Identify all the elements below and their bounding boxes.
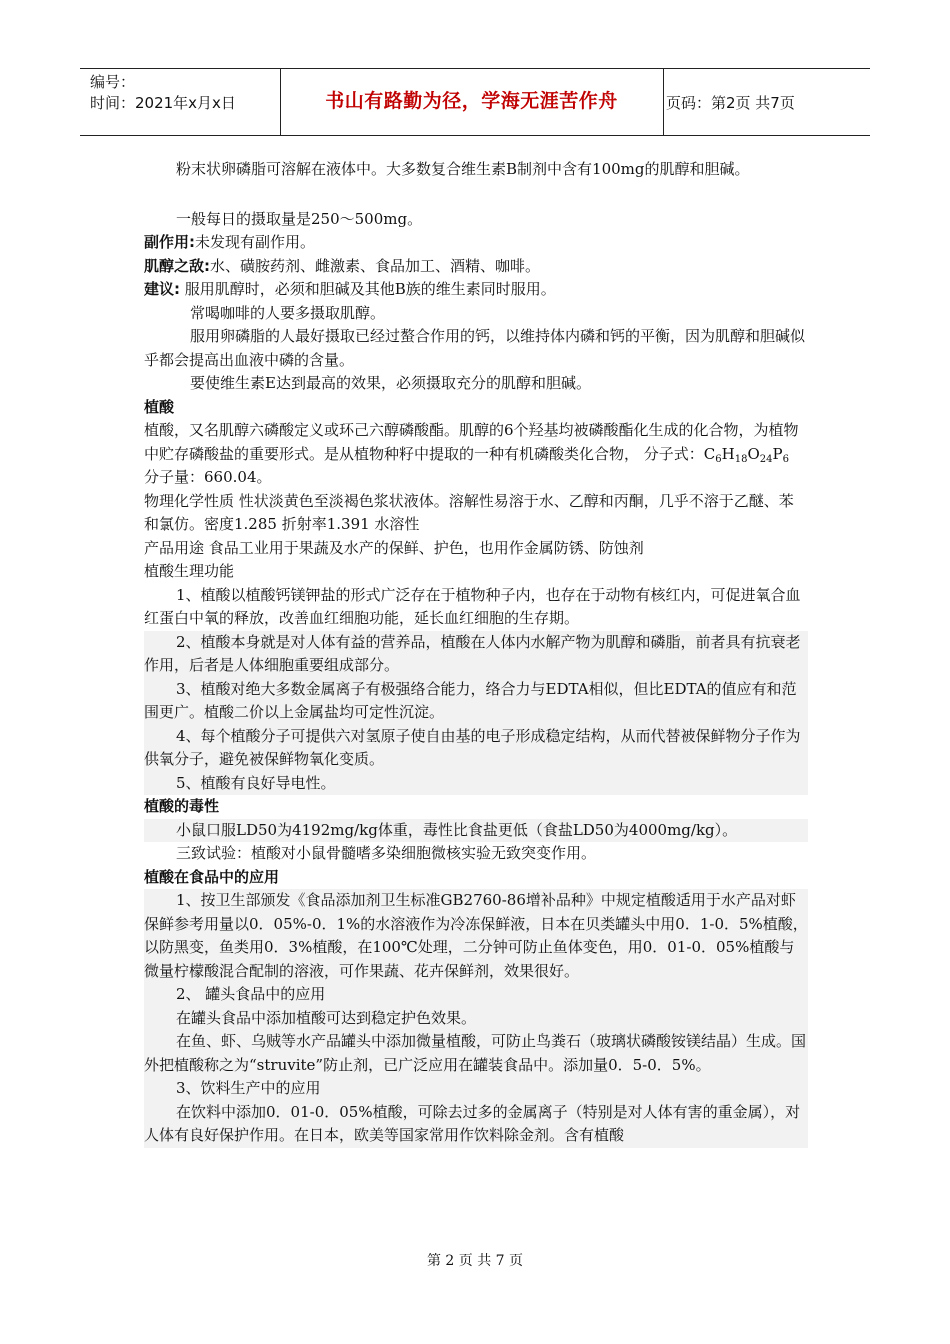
header-time: 时间：2021年x月x日 xyxy=(90,94,236,112)
header-number: 编号： xyxy=(90,73,136,91)
definition-paragraph: 植酸，又名肌醇六磷酸定义或环己六醇磷酸酯。肌醇的6个羟基均被磷酸酯化生成的化合物，为植物中贮存磷酸盐的重要形式。是从植物种籽中提取的一种有机磷酸类化合物， 分子式：$C_6H_{18}O_{24}P_6$ 分子量：660.04。 xyxy=(144,421,799,486)
section-heading: 植酸的毒性 xyxy=(144,797,220,815)
advice-line xyxy=(144,278,808,302)
side-effect-line xyxy=(144,231,808,255)
paragraph: 一般每日的摄取量是250～500mg。 xyxy=(176,209,423,228)
paragraph: 4、每个植酸分子可提供六对氢原子使自由基的电子形成稳定结构，从而代替被保鲜物分子作为供氧分子，避免被保鲜物氧化变质。 xyxy=(144,725,808,772)
header-page-info: 页码：第2页 共7页 xyxy=(666,94,795,112)
paragraph: 服用卵磷脂的人最好摄取已经过螯合作用的钙，以维持体内磷和钙的平衡，因为肌醇和胆碱似乎都会提高出血液中磷的含量。 xyxy=(144,327,806,369)
text: 未发现有副作用。 xyxy=(195,233,316,251)
header-top-rule xyxy=(80,68,870,69)
paragraph: 物理化学性质 性状淡黄色至淡褐色浆状液体。溶解性易溶于水、乙醇和丙酮，几乎不溶于乙醚、苯和氯仿。密度1.285 折射率1.391 水溶性 xyxy=(144,491,794,533)
paragraph: 1、按卫生部颁发《食品添加剂卫生标准GB2760-86增补品种》中规定植酸适用于水产品对虾保鲜参考用量以0．05%-0．1%的水溶液作为冷冻保鲜液，日本在贝类罐头中用0．1-0．5%植酸，以防黑变，鱼类用0．3%植酸，在100℃处理，二分钟可防止鱼体变色，用0．01-0．05%植酸与微量柠檬酸混合配制的溶液，可作果蔬、花卉保鲜剂，效果很好。 xyxy=(144,889,808,983)
header-motto: 书山有路勤为径，学海无涯苦作舟 xyxy=(325,90,618,112)
paragraph: 1、植酸以植酸钙镁钾盐的形式广泛存在于植物种子内，也存在于动物有核红内，可促进氧合血红蛋白中氧的释放，改善血红细胞功能，延长血红细胞的生存期。 xyxy=(144,585,801,627)
paragraph: 植酸生理功能 xyxy=(144,562,235,580)
enemy-line xyxy=(144,255,808,279)
paragraph: 3、植酸对绝大多数金属离子有极强络合能力，络合力与EDTA相似，但比EDTA的值应有和范围更广。植酸二价以上金属盐均可定性沉淀。 xyxy=(144,678,808,725)
document-body xyxy=(144,158,808,1148)
header-divider-right xyxy=(663,68,664,136)
paragraph: 5、植酸有良好导电性。 xyxy=(144,772,808,796)
paragraph: 产品用途 食品工业用于果蔬及水产的保鲜、护色，也用作金属防锈、防蚀剂 xyxy=(144,538,644,557)
paragraph: 在饮料中添加0．01-0．05%植酸，可除去过多的金属离子（特别是对人体有害的重金属），对人体有良好保护作用。在日本，欧美等国家常用作饮料除金剂。含有植酸 xyxy=(144,1101,808,1148)
paragraph: 常喝咖啡的人要多摄取肌醇。 xyxy=(190,303,386,322)
label: 肌醇之敌: xyxy=(144,256,210,275)
label: 副作用: xyxy=(144,233,195,251)
paragraph: 2、植酸本身就是对人体有益的营养品，植酸在人体内水解产物为肌醇和磷脂，前者具有抗衰老作用，后者是人体细胞重要组成部分。 xyxy=(144,631,808,678)
page-footer: 第 2 页 共 7 页 xyxy=(426,1253,524,1269)
section-heading: 植酸 xyxy=(144,397,175,416)
paragraph: 粉末状卵磷脂可溶解在液体中。大多数复合维生素B制剂中含有100mg的肌醇和胆碱。 xyxy=(176,160,750,178)
section-heading: 植酸在食品中的应用 xyxy=(144,867,280,886)
paragraph: 2、 罐头食品中的应用 xyxy=(144,983,808,1007)
paragraph: 三致试验：植酸对小鼠骨髓嗜多染细胞微核实验无致突变作用。 xyxy=(176,844,597,862)
paragraph: 3、饮料生产中的应用 xyxy=(144,1077,808,1101)
page-header xyxy=(80,68,870,136)
paragraph: 在鱼、虾、乌贼等水产品罐头中添加微量植酸，可防止鸟粪石（玻璃状磷酸铵镁结晶）生成。国外把植酸称之为“struvite”防止剂，已广泛应用在罐装食品中。添加量0．5-0．5%。 xyxy=(144,1030,808,1077)
paragraph: 在罐头食品中添加植酸可达到稳定护色效果。 xyxy=(144,1007,808,1031)
paragraph: 小鼠口服LD50为4192mg/kg体重，毒性比食盐更低（食盐LD50为4000mg/kg）。 xyxy=(144,819,808,843)
header-meta xyxy=(90,72,236,114)
text: 服用肌醇时，必须和胆碱及其他B族的维生素同时服用。 xyxy=(180,280,556,298)
text: 水、磺胺药剂、雌激素、食品加工、酒精、咖啡。 xyxy=(210,256,541,275)
header-bottom-rule xyxy=(80,135,870,136)
label: 建议: xyxy=(144,280,180,298)
paragraph: 要使维生素E达到最高的效果，必须摄取充分的肌醇和胆碱。 xyxy=(190,374,591,392)
